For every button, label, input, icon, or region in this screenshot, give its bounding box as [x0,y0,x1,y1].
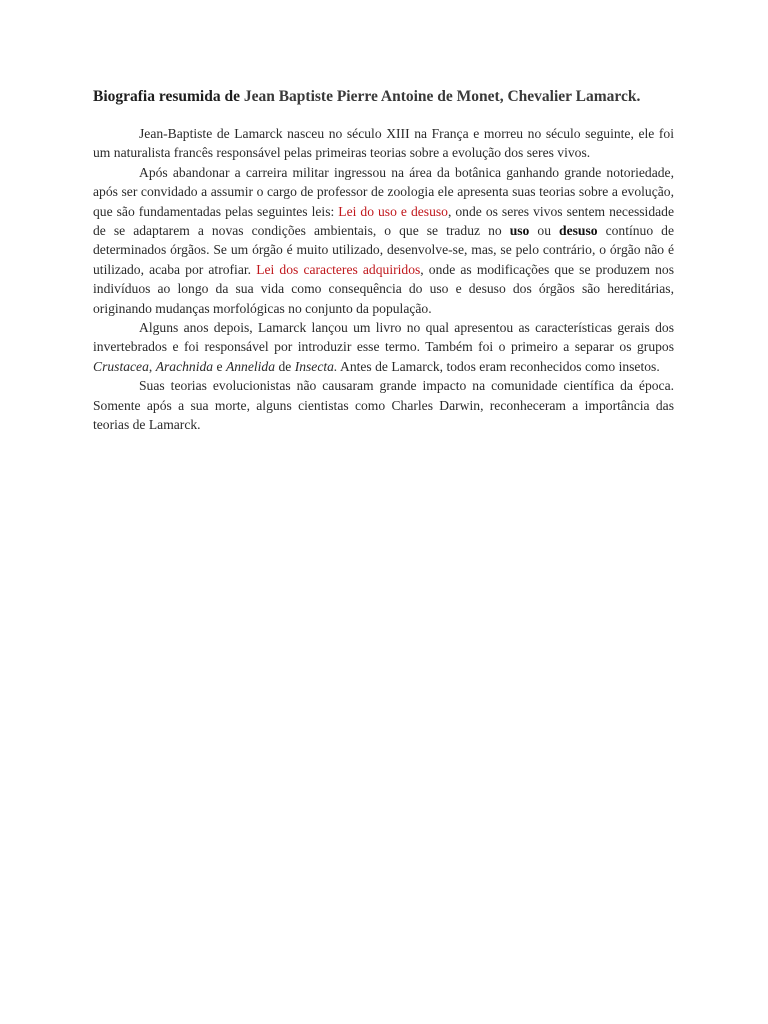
law-acquired-characters-description: , onde as modificações que se produzem nos indivíduos ao longo da sua vida como consequência do uso e desuso dos órgãos são hereditárias, originando mudanças morfológicas no conjunto da população. [93,261,674,316]
conjunction-ou: ou [537,223,551,239]
invertebrates-intro: Alguns anos depois, Lamarck lançou um livro no qual apresentou as características gerais dos invertebrados e foi responsável por introduzir esse termo. Também foi o primeiro a separar os grupos [93,320,674,355]
invertebrates-outro: Antes de Lamarck, todos eram reconhecidos como insetos. [340,358,660,374]
taxon-crustacea: Crustacea [93,358,149,374]
title-subject-name: Jean Baptiste Pierre Antoine de Monet, Chevalier Lamarck. [243,88,641,105]
taxon-insecta: Insecta. [294,358,338,374]
paragraph-legacy: Suas teorias evolucionistas não causaram grande impacto na comunidade científica da época. Somente após a sua morte, alguns cientistas como Charles Darwin, reconheceram a importância das teorias de Lamarck. [93,378,674,433]
paragraph-theories [93,163,674,318]
taxon-annelida: Annelida [225,358,276,374]
organ-usage-explanation: contínuo de determinados órgãos. Se um órgão é muito utilizado, desenvolve-se, mas, se pelo contrário, o órgão não é utilizado, acaba por atrofiar. [93,223,674,277]
law-use-disuse: Lei do uso e desuso [338,203,448,219]
paragraph-invertebrates: Alguns anos depois, Lamarck lançou um livro no qual apresentou as características gerais dos invertebrados e foi responsável por introduzir esse termo. Também foi o primeiro a separar os grupos Crustacea, Arachnida e Annelida de Insecta. Antes de Lamarck, todos eram reconhecidos como insetos. [93,320,674,374]
document-page [93,86,674,435]
term-uso: uso [509,223,530,239]
law-use-disuse-description: , onde os seres vivos sentem necessidade de se adaptarem a novas condições ambientais, o que se traduz no [93,203,674,239]
taxon-arachnida: Arachnida [155,358,214,374]
law-acquired-characters: Lei dos caracteres adquiridos [256,261,421,277]
document-title [93,86,674,108]
theories-intro: Após abandonar a carreira militar ingressou na área da botânica ganhando grande notoriedade, após ser convidado a assumir o cargo de professor de zoologia ele apresenta suas teorias sobre a evolução, que são fundamentadas pelas seguintes leis: [93,164,674,219]
conjunction-e: e [216,358,223,374]
title-prefix: Biografia resumida de [93,88,240,105]
term-desuso: desuso [559,223,598,239]
paragraph-birth: Jean-Baptiste de Lamarck nasceu no século XIII na França e morreu no século seguinte, ele foi um naturalista francês responsável pelas primeiras teorias sobre a evolução dos seres vivos. [93,126,674,161]
conjunction-de: de [278,358,292,374]
